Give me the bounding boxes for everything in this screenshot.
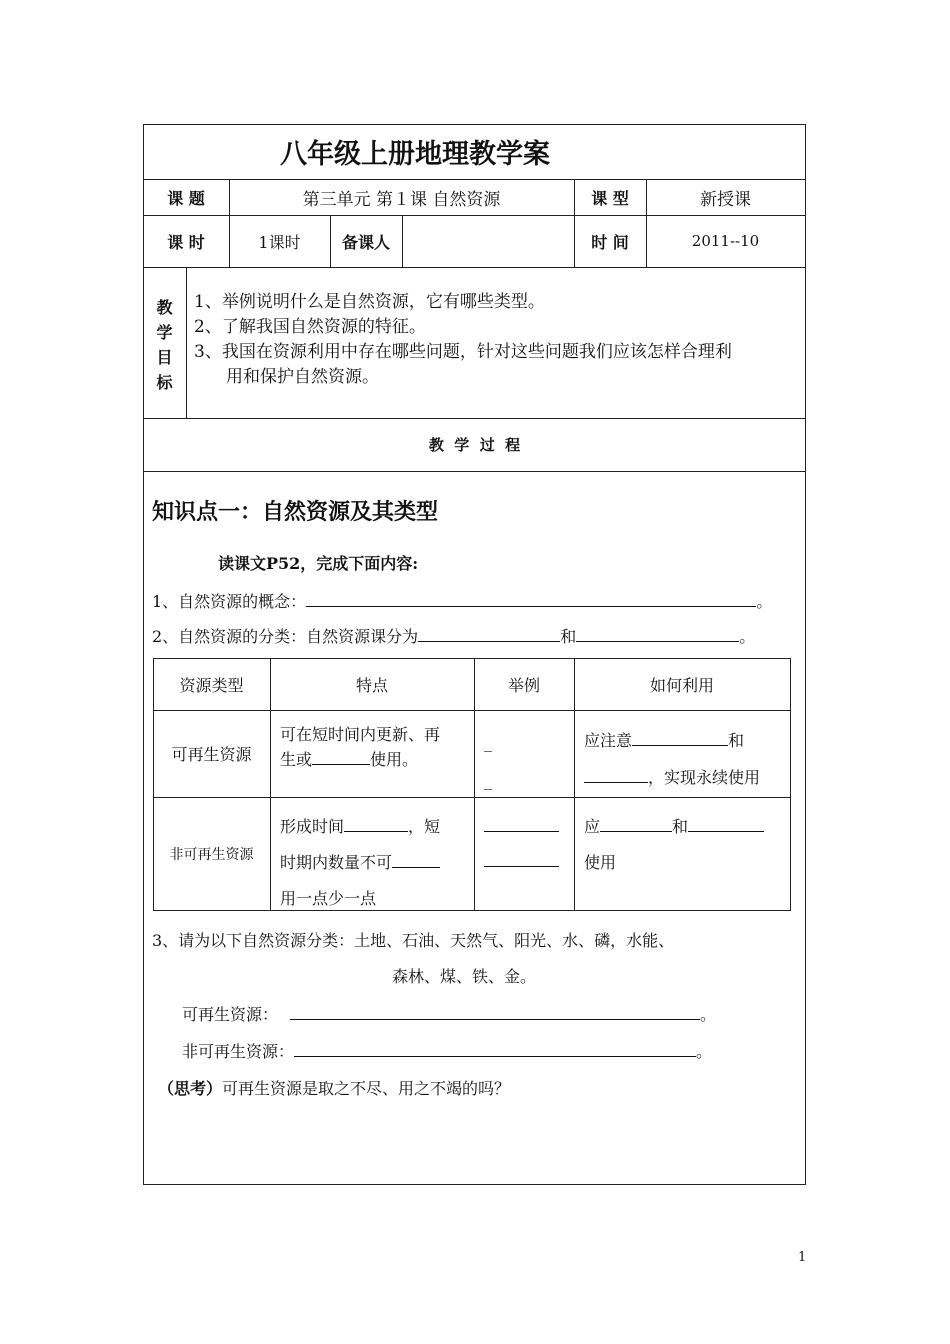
question-2	[152, 624, 755, 647]
goals-label-char: 学	[156, 323, 173, 342]
goals-label	[143, 295, 186, 395]
hours-value: 1课时	[258, 232, 301, 252]
use-text: 应注意	[584, 731, 633, 750]
answer-blank[interactable]	[344, 815, 408, 832]
renewable-type: 可再生资源	[171, 745, 252, 764]
divider	[143, 471, 806, 472]
think-label: （思考）	[158, 1079, 223, 1098]
feature-text: 生或	[280, 750, 313, 769]
renewable-example	[484, 724, 492, 800]
use-text: 应	[584, 817, 601, 836]
answer-blank[interactable]	[312, 748, 370, 765]
hours-label: 课 时	[167, 232, 205, 252]
type-value: 新授课	[700, 189, 751, 210]
feature-line: 用一点少一点	[280, 889, 377, 908]
renewable-label: 可再生资源：	[182, 1005, 279, 1024]
period: 。	[739, 627, 756, 646]
goal-item: 用和保护自然资源。	[226, 367, 379, 387]
divider	[186, 267, 187, 418]
preparer-value	[402, 215, 574, 267]
renewable-use	[584, 722, 760, 796]
think-text: 可再生资源是取之不尽、用之不竭的吗？	[222, 1079, 511, 1098]
table-header: 特点	[355, 675, 388, 695]
goals-label-char: 教	[156, 298, 173, 317]
use-line	[584, 722, 760, 759]
answer-blank[interactable]	[290, 1003, 700, 1020]
date-label: 时 间	[591, 232, 629, 252]
nonrenewable-example	[484, 815, 559, 867]
topic-value: 第三单元 第１课 自然资源	[302, 189, 501, 210]
nonrenewable-use	[584, 809, 764, 881]
frame-left	[143, 124, 144, 1185]
use-line: 使用	[584, 853, 617, 872]
question-1-text: 1、自然资源的概念：	[152, 592, 307, 611]
goal-item: 3、我国在资源利用中存在哪些问题，针对这些问题我们应该怎样合理利	[194, 342, 732, 362]
frame-right	[805, 124, 806, 1185]
renewable-feature	[280, 722, 440, 772]
nonrenewable-label: 非可再生资源：	[182, 1042, 295, 1061]
feature-line	[280, 845, 440, 881]
type-label: 课 型	[591, 188, 629, 208]
table-header: 举例	[507, 675, 540, 695]
answer-blank[interactable]	[392, 851, 440, 868]
feature-line	[280, 809, 440, 845]
preparer-label: 备课人	[341, 232, 390, 252]
period: 。	[700, 1005, 717, 1024]
frame-bottom	[143, 1184, 806, 1185]
page-number: 1	[798, 1250, 807, 1265]
nonrenewable-answer	[182, 1039, 712, 1062]
period: 。	[756, 592, 773, 611]
feature-text: 时期内数量不可	[280, 853, 393, 872]
process-title: 教 学 过 程	[428, 436, 521, 454]
nonrenewable-type: 非可再生资源	[169, 846, 254, 863]
example-blank[interactable]: _	[484, 733, 492, 752]
renewable-answer	[182, 1002, 716, 1025]
feature-line: 可在短时间内更新、再	[280, 725, 441, 744]
answer-blank[interactable]	[688, 815, 764, 832]
period: 。	[696, 1042, 713, 1061]
feature-text: 使用。	[370, 750, 419, 769]
page-title: 八年级上册地理教学案	[280, 139, 550, 170]
answer-blank[interactable]	[484, 850, 559, 867]
use-text: 和	[728, 731, 745, 750]
feature-text: 形成时间	[280, 817, 345, 836]
goals-label-char: 标	[156, 373, 173, 392]
answer-blank[interactable]	[584, 766, 648, 783]
use-line	[584, 809, 764, 845]
goal-item: 2、了解我国自然资源的特征。	[194, 317, 426, 337]
use-text: 和	[672, 817, 689, 836]
feature-line	[280, 747, 440, 772]
divider	[143, 267, 806, 268]
answer-blank[interactable]	[294, 1040, 696, 1057]
answer-blank[interactable]	[600, 815, 672, 832]
goals-list	[194, 290, 732, 390]
think-question	[158, 1076, 510, 1099]
example-blank[interactable]: _	[484, 771, 492, 790]
question-2-text: 2、自然资源的分类：自然资源课分为	[152, 627, 419, 646]
instruction: 读课文P52，完成下面内容:	[218, 554, 419, 573]
answer-blank[interactable]	[632, 729, 728, 746]
question-3: 3、请为以下自然资源分类：土地、石油、天然气、阳光、水、磷，水能、	[152, 931, 675, 950]
answer-blank[interactable]	[418, 625, 560, 642]
answer-blank[interactable]	[484, 815, 559, 832]
use-line	[584, 759, 760, 796]
answer-blank[interactable]	[576, 625, 739, 642]
table-header: 如何利用	[649, 675, 714, 695]
question-3-cont: 森林、煤、铁、金。	[392, 967, 537, 986]
frame-top	[143, 124, 806, 125]
section-heading: 知识点一：自然资源及其类型	[152, 499, 439, 525]
goal-item: 1、举例说明什么是自然资源，它有哪些类型。	[194, 292, 545, 312]
date-value: 2011--10	[691, 232, 760, 250]
nonrenewable-feature	[280, 809, 440, 917]
and-text: 和	[560, 627, 577, 646]
use-text: ，实现永续使用	[648, 768, 761, 787]
question-1	[152, 589, 772, 612]
goals-label-char: 目	[156, 348, 173, 367]
table-header: 资源类型	[179, 675, 244, 695]
topic-label: 课 题	[167, 188, 205, 208]
answer-blank[interactable]	[306, 590, 756, 607]
feature-text: ，短	[408, 817, 441, 836]
